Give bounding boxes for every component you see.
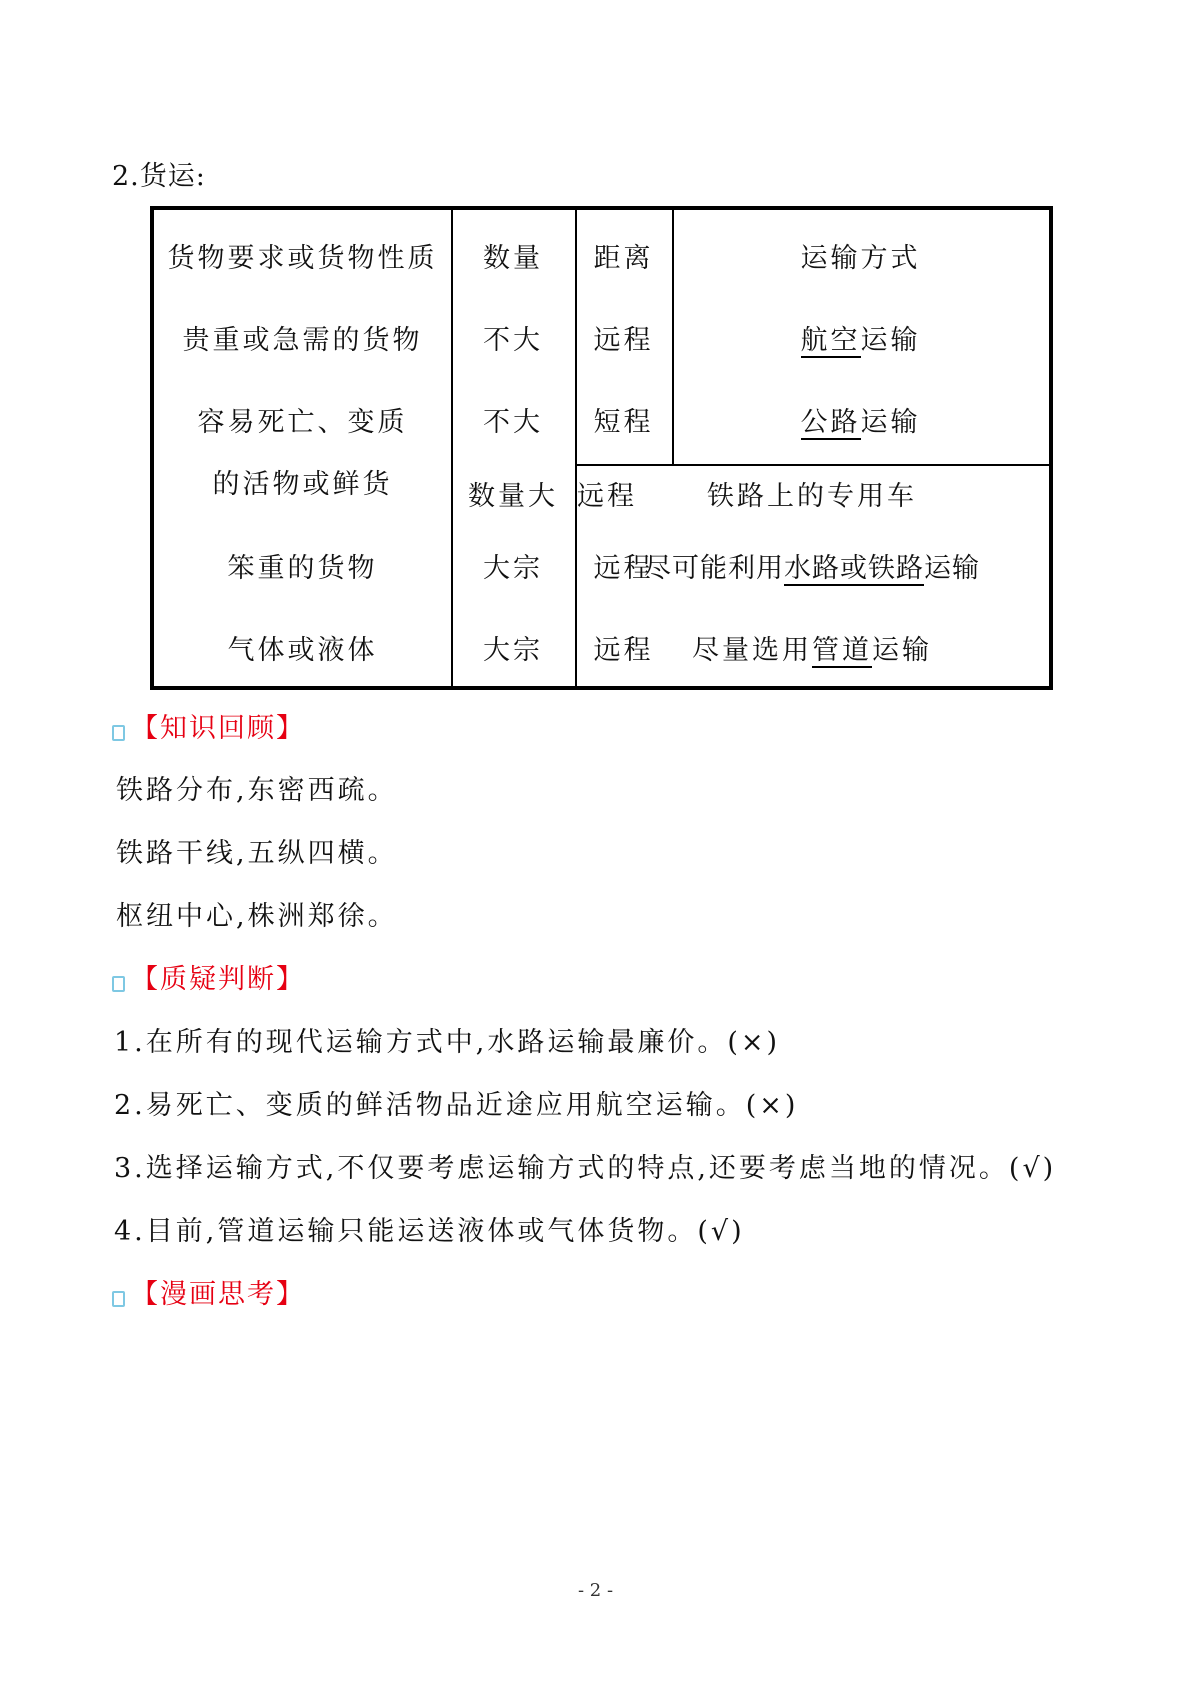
table-cell: 贵重或急需的货物 [182, 325, 423, 356]
judge-statement: 1.在所有的现代运输方式中,水路运输最廉价。(×) [114, 1027, 781, 1058]
table-cell: 运输方式 [800, 243, 921, 274]
table-cell: 数量 [483, 243, 543, 274]
review-section-title: 【知识回顾】 [112, 706, 305, 745]
review-line: 铁路分布,东密西疏。 [116, 775, 398, 806]
table-cell: 大宗 [483, 553, 543, 584]
freight-table [150, 206, 1053, 690]
note-marker-icon [112, 976, 125, 992]
underlined-answer: 航空 [801, 325, 861, 358]
table-cell: 远程 [593, 325, 654, 356]
column-divider [451, 210, 453, 686]
table-cell: 距离 [593, 243, 654, 274]
underlined-answer: 公路 [801, 407, 861, 440]
table-cell: 远程 [593, 635, 654, 666]
page-number: - 2 - [577, 1580, 614, 1601]
table-cell: 的活物或鲜货 [212, 469, 393, 500]
row-divider [575, 464, 1049, 466]
note-marker-icon [112, 1291, 125, 1307]
table-cell: 货物要求或货物性质 [167, 243, 438, 274]
judge-statement: 3.选择运输方式,不仅要考虑运输方式的特点,还要考虑当地的情况。(√) [114, 1153, 1057, 1184]
underlined-answer: 水路或铁路 [784, 553, 924, 586]
table-cell: 大宗 [483, 635, 543, 666]
review-line: 铁路干线,五纵四横。 [116, 838, 398, 869]
table-cell: 短程 [593, 407, 654, 438]
table-cell: 尽可能利用水路或铁路运输 [575, 546, 1049, 586]
table-cell: 远程 [577, 481, 637, 512]
judge-statement: 4.目前,管道运输只能运送液体或气体货物。(√) [114, 1216, 745, 1247]
note-marker-icon [112, 725, 125, 741]
table-cell: 数量大 [468, 481, 558, 512]
review-line: 枢纽中心,株洲郑徐。 [116, 901, 398, 932]
table-cell: 笨重的货物 [227, 553, 378, 584]
comic-section-title: 【漫画思考】 [112, 1272, 305, 1311]
table-cell: 不大 [483, 407, 543, 438]
table-cell: 航空运输 [672, 318, 1049, 358]
table-cell: 公路运输 [672, 400, 1049, 440]
underlined-answer: 管道 [812, 635, 872, 668]
table-cell: 不大 [483, 325, 543, 356]
table-cell: 气体或液体 [227, 635, 378, 666]
judge-statement: 2.易死亡、变质的鲜活物品近途应用航空运输。(×) [114, 1090, 799, 1121]
column-divider [575, 210, 577, 686]
table-cell: 远程 [593, 553, 654, 584]
section-heading: 2.货运: [112, 161, 206, 192]
judge-section-title: 【质疑判断】 [112, 957, 305, 996]
table-cell: 容易死亡、变质 [197, 407, 408, 438]
table-cell: 尽量选用管道运输 [575, 628, 1049, 668]
table-cell: 铁路上的专用车 [707, 481, 917, 512]
